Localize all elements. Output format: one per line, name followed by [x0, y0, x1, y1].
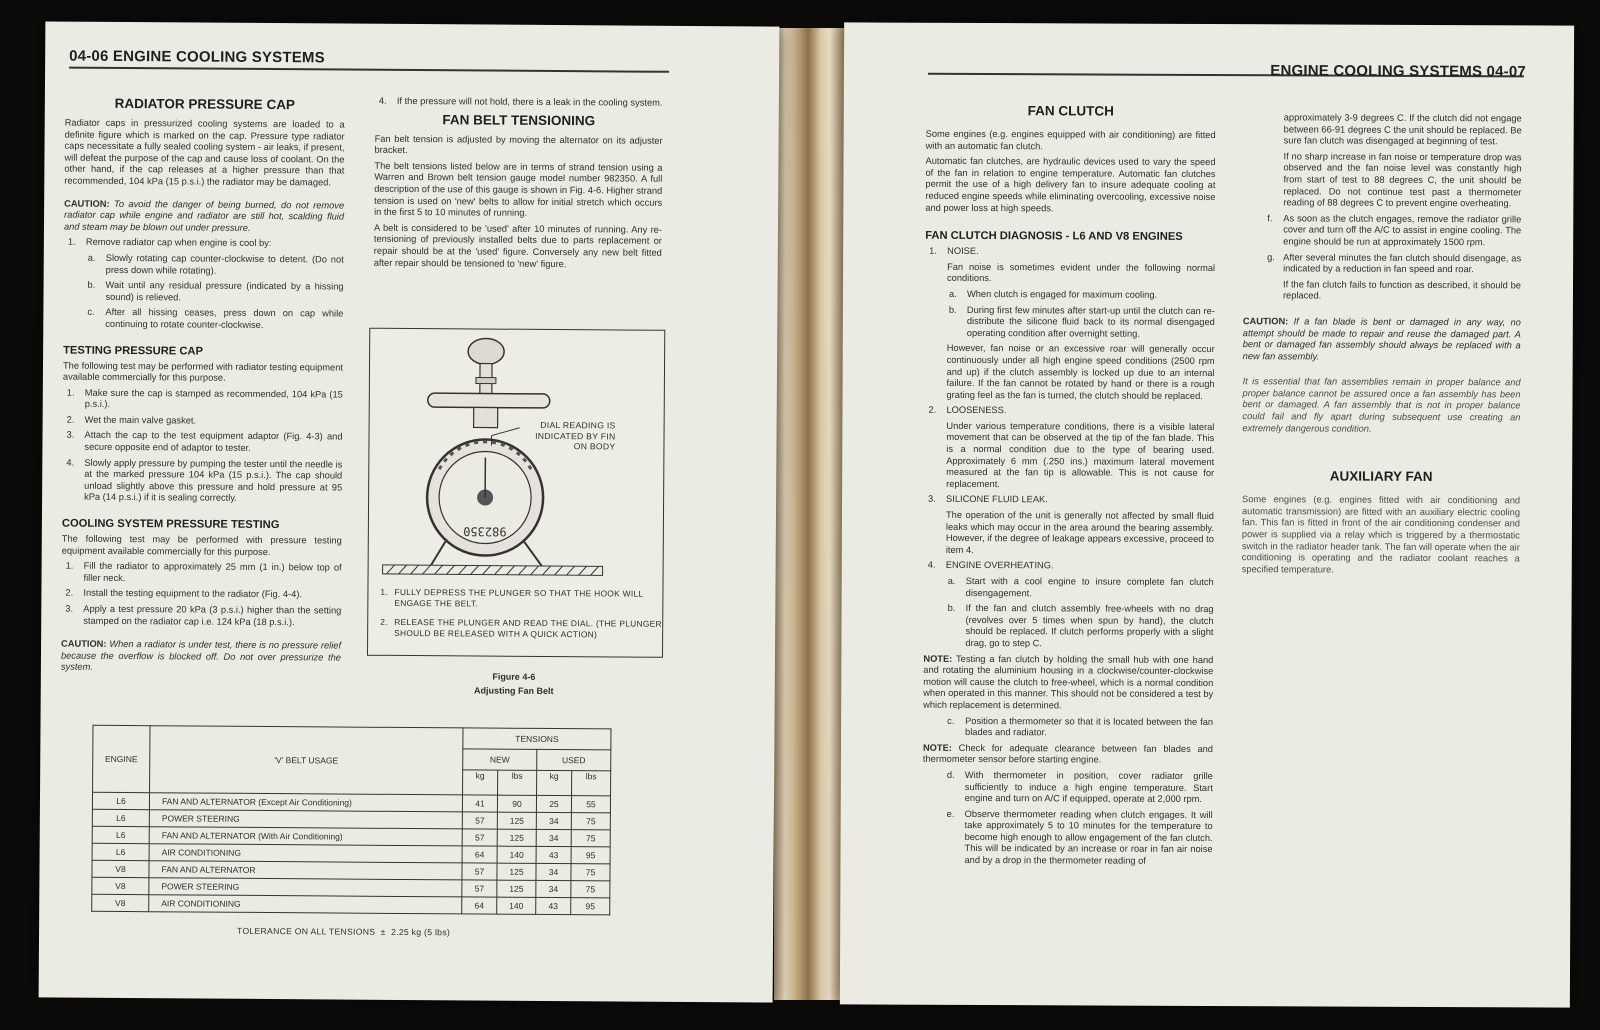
- list-number: 2.: [66, 414, 75, 425]
- list-number: a.: [948, 288, 957, 299]
- table-cell: 140: [497, 846, 536, 863]
- tolerance-label: TOLERANCE ON ALL TENSIONS: [237, 925, 376, 937]
- table-cell-engine: V8: [92, 894, 149, 911]
- list-item: [924, 405, 1214, 418]
- list-text: The operation of the unit is generally not affected by small fluid leaks which may occur in the area around the bearing assembly. However, if the degree of leakage appears excessive, proceed to item 4.: [945, 509, 1215, 555]
- table-header-usage: 'V' BELT USAGE: [150, 726, 463, 795]
- figure-number: Figure 4-6: [492, 671, 536, 682]
- note-testing-fan-clutch: [923, 653, 1213, 712]
- list-number: 1.: [380, 586, 389, 597]
- list-number: 4.: [66, 457, 75, 468]
- list-text: Remove radiator cap when engine is cool by:: [85, 237, 272, 249]
- list-text: NOISE.: [947, 246, 979, 257]
- page-header: ENGINE COOLING SYSTEMS 04-07: [1270, 62, 1526, 81]
- figure-step-2: [376, 617, 664, 640]
- list-text: After all hissing ceases, press down on cap while continuing to rotate counter-clockwise.: [105, 307, 344, 330]
- list-text: Position a thermometer so that it is located between the fan blades and radiator.: [965, 715, 1214, 738]
- caution-text: To avoid the danger of being burned, do not remove radiator cap while engine and radiator are still hot, scalding fluid and steam may be blown out under pressure.: [63, 198, 345, 233]
- table-cell-engine: V8: [92, 877, 149, 894]
- list-item: [63, 387, 343, 412]
- list-text: Apply a test pressure 20 kPa (3 p.s.i.) higher than the setting stamped on the radiator cap i.e. 124 kPa (18 p.s.i.).: [83, 603, 342, 627]
- balance-warning: It is essential that fan assemblies remain in proper balance and proper balance cannot be assured once a fan assembly has been bent or damaged. A fan assembly that is not in proper balance could fail and fly apart during subsequent use creating an extremely dangerous condition.: [1242, 376, 1521, 434]
- list-item: [63, 307, 343, 332]
- list-item: [923, 603, 1213, 651]
- table-cell: 140: [497, 897, 536, 914]
- list-text: RELEASE THE PLUNGER AND READ THE DIAL. (THE PLUNGER SHOULD BE RELEASED WITH A QUICK ACTION): [394, 616, 662, 639]
- table-cell-usage: AIR CONDITIONING: [149, 844, 462, 863]
- figure-step-1: [376, 587, 674, 610]
- table-cell: 75: [571, 830, 610, 847]
- cooling-test-intro: The following test may be performed with pressure testing equipment available commercially for this purpose.: [61, 533, 342, 557]
- list-number: 1.: [929, 245, 937, 256]
- book-spine-left: [774, 28, 810, 1000]
- list-item: [924, 343, 1214, 402]
- list-number: b.: [947, 603, 956, 614]
- table-header-new: NEW: [463, 749, 537, 771]
- table-cell: 25: [536, 795, 571, 812]
- tolerance-sign: ±: [380, 926, 386, 937]
- belt-tension-gauge-illustration: [369, 329, 665, 581]
- list-text: As soon as the clutch engages, remove the radiator grille cover and turn off the A/C to assist in engine cooling. The engine should be run at approximately 1500 rpm.: [1283, 213, 1522, 248]
- gauge-model-number: 982350: [463, 524, 507, 539]
- tolerance-value: 2.25 kg (5 lbs): [391, 926, 451, 938]
- right-column-2: [1242, 112, 1522, 577]
- figure-caption: [367, 669, 661, 699]
- caution-text: If a fan blade is bent or damaged in any way, no attempt should be made to repair and reuse the damaged part. A bent or damaged fan assembly should always be replaced with a new fan assembly.: [1242, 316, 1521, 362]
- header-rule: [69, 67, 669, 73]
- table-cell: 95: [571, 898, 610, 915]
- list-text: FULLY DEPRESS THE PLUNGER SO THAT THE HOOK WILL ENGAGE THE BELT.: [394, 586, 644, 608]
- table-cell-usage: POWER STEERING: [149, 810, 462, 829]
- caution-text: When a radiator is under test, there is no pressure relief because the overflow is blocked off. Do not over pressurize the system.: [60, 639, 342, 673]
- list-number: a.: [87, 252, 96, 263]
- list-number: 1.: [65, 560, 74, 571]
- list-item: [925, 246, 1215, 259]
- section-title-diagnosis: FAN CLUTCH DIAGNOSIS - L6 AND V8 ENGINES: [925, 229, 1183, 244]
- table-cell: 43: [536, 846, 571, 863]
- list-item: [923, 715, 1213, 739]
- list-number: 1.: [67, 236, 76, 248]
- left-page: [39, 21, 780, 1002]
- right-column-1: [922, 103, 1215, 868]
- list-item: [924, 494, 1214, 507]
- list-item: [1243, 252, 1521, 276]
- caution-label: CAUTION:: [1242, 316, 1289, 327]
- list-number: c.: [947, 715, 955, 726]
- list-text: Attach the cap to the test equipment adaptor (Fig. 4-3) and secure opposite end of adaptor to tester.: [84, 430, 343, 453]
- list-text: After several minutes the fan clutch should disengage, as indicated by a reduction in fan speed and roar.: [1283, 251, 1522, 275]
- list-item: [63, 280, 343, 305]
- table-cell: 125: [497, 863, 536, 880]
- list-text: However, fan noise or an excessive roar will generally occur continuously under all high engine speed conditions (2500 rpm and up) if the clutch assembly is locked up due to an internal failure. If the fan cannot be rotated by hand or there is a rough grating feel as the fan is turned, the clutch should be replaced.: [946, 343, 1215, 401]
- caution-label: CAUTION:: [64, 198, 110, 209]
- table-cell: 57: [462, 863, 497, 880]
- list-text: Start with a cool engine to insure complete fan clutch disengagement.: [965, 575, 1214, 598]
- note-label: NOTE:: [923, 653, 953, 664]
- table-cell-engine: L6: [92, 809, 149, 826]
- table-cell-engine: L6: [92, 843, 149, 860]
- list-item: [61, 561, 341, 586]
- section-title-fan-belt: FAN BELT TENSIONING: [442, 111, 596, 128]
- list-item: [64, 253, 344, 278]
- list-text: approximately 3-9 degrees C. If the clutch did not engage between 66-91 degrees C the unit should be replaced. Be sure fan clutch was disengaged at beginning of test.: [1283, 112, 1522, 147]
- list-text: ENGINE OVERHEATING.: [945, 560, 1054, 571]
- list-text: With thermometer in position, cover radiator grille sufficiently to induce a high engine temperature. Start engine and turn on A/C if equipped, operate at 2,000 rpm.: [964, 769, 1213, 805]
- section-title-fan-clutch: FAN CLUTCH: [1027, 103, 1114, 119]
- list-text: If the fan and clutch assembly free-wheels with no drag (revolves over 5 times when spun by hand), the clutch should be replaced. If clutch performs properly with a slight drag, go to step C.: [965, 603, 1214, 649]
- list-item: [62, 430, 342, 455]
- list-number: e.: [946, 808, 955, 819]
- table-cell: 75: [571, 881, 610, 898]
- list-item: [924, 576, 1214, 600]
- list-item: [925, 304, 1215, 340]
- caution-label: CAUTION:: [61, 638, 107, 650]
- list-number: d.: [946, 769, 955, 780]
- list-number: c.: [87, 307, 95, 318]
- table-unit: kg: [537, 770, 572, 795]
- left-column-2: [374, 96, 663, 271]
- list-item: [61, 604, 341, 629]
- list-text: Wait until any residual pressure (indicated by a hissing sound) is relieved.: [105, 280, 344, 303]
- list-item: [923, 770, 1213, 806]
- note-label: NOTE:: [922, 742, 952, 753]
- list-number: 2.: [928, 405, 937, 416]
- table-cell: 57: [462, 829, 497, 846]
- list-text: Slowly rotating cap counter-clockwise to detent. (Do not press down while rotating).: [105, 252, 344, 276]
- cooling-test-caution: [61, 639, 341, 676]
- list-text: Under various temperature conditions, there is a visible lateral movement that can be observed at the tip of the fan blade. This is a normal condition due to the type of bearing used. Approximately 6 mm (.250 ins.) maximum lateral movement measured at the fan tip is allowable. This is not cause for replacement.: [946, 420, 1215, 489]
- list-text: LOOSENESS.: [946, 405, 1007, 416]
- table-cell-usage: POWER STEERING: [149, 878, 462, 897]
- list-item: [63, 414, 343, 428]
- figure-title: Adjusting Fan Belt: [473, 685, 554, 697]
- table-cell: 125: [497, 812, 536, 829]
- table-header-used: USED: [537, 749, 611, 771]
- section-title-auxiliary-fan: AUXILIARY FAN: [1329, 468, 1433, 485]
- list-item: [375, 96, 663, 110]
- table-cell-usage: AIR CONDITIONING: [149, 895, 462, 914]
- list-text: If no sharp increase in fan noise or temperature drop was observed and the fan noise level was constantly high from start of test to 88 degrees C, the unit should be replaced. Do not continue test past a thermometer reading of 88 degrees C to prevent engine overheating.: [1283, 151, 1522, 209]
- list-number: 2.: [380, 616, 388, 627]
- table-cell: 64: [462, 897, 497, 914]
- table-cell: 57: [462, 812, 497, 829]
- table-cell: 125: [497, 829, 536, 846]
- belt-tension-table: [91, 725, 611, 916]
- radiator-cap-intro: Radiator caps in pressurized cooling systems are loaded to a definite figure which is marked on the cap. Pressure type radiator caps necessitate a fully sealed cooling system - air leaks, if present, will defeat the purpose of the cap and cause loss of coolant. On the other hand, if the cap releases at a higher pressure than that recommended, 104 kPa (15 p.s.i.) the radiator may be damaged.: [64, 117, 345, 188]
- table-cell: 34: [536, 863, 571, 880]
- list-text: Slowly apply pressure by pumping the tester until the needle is at the marked pressure 104 kPa (15 p.s.i.). The cap should unload slightly above this pressure and hold pressure at 95 kPa (14 p.s.i.) if it is sealing correctly.: [84, 457, 343, 504]
- list-number: b.: [948, 304, 957, 315]
- note-text: Check for adequate clearance between fan blades and thermometer sensor before starting engine.: [922, 742, 1214, 765]
- list-number: g.: [1267, 251, 1275, 262]
- list-text: If the fan clutch fails to function as described, it should be replaced.: [1282, 279, 1522, 301]
- list-text: Install the testing equipment to the radiator (Fig. 4-4).: [83, 588, 303, 600]
- table-cell: 41: [462, 795, 497, 812]
- fan-belt-p2: The belt tensions listed below are in terms of strand tension using a Warren and Brown belt tension gauge model number 982350. A full description of the use of this gauge is shown in Fig. 4-6. Higher strand tension is used on 'new' belts to allow for initial stretch which occurs in the first 5 to 10 minutes of running.: [374, 160, 663, 218]
- fan-blade-caution: [1243, 316, 1521, 364]
- list-item: [924, 421, 1214, 492]
- table-cell: 125: [497, 880, 536, 897]
- fan-belt-p3: A belt is considered to be 'used' after 10 minutes of running. Any re-tensioning of previously installed belts due to parts replacement or repair should be at the 'used' figure. Conversely any new belt fitted after repair should be tensioned to 'new' figure.: [373, 222, 663, 269]
- note-text: Testing a fan clutch by holding the small hub with one hand and rotating the aluminium housing in a clockwise/counter-clockwise motion will cause the clutch to free-wheel, which is a normal condition when operated in this manner. This should not be considered a test by which replacement is determined.: [923, 653, 1214, 711]
- list-number: 3.: [66, 430, 75, 441]
- fan-clutch-p1: Some engines (e.g. engines equipped with air conditioning) are fitted with an automatic fan clutch.: [925, 128, 1216, 151]
- list-text: During first few minutes after start-up until the clutch can re-distribute the silicone fluid back to its normal disengaged operating condition after overnight setting.: [966, 304, 1215, 339]
- table-cell: 64: [462, 846, 497, 863]
- table-cell-usage: FAN AND ALTERNATOR: [149, 861, 462, 880]
- list-item: [1243, 151, 1521, 210]
- table-cell: 57: [462, 880, 497, 897]
- list-number: 3.: [928, 494, 936, 505]
- table-cell: 90: [497, 795, 536, 812]
- page-header: 04-06 ENGINE COOLING SYSTEMS: [69, 47, 325, 67]
- list-number: 3.: [65, 603, 74, 614]
- list-number: a.: [947, 575, 956, 586]
- table-unit: lbs: [498, 770, 537, 795]
- list-text: Wet the main valve gasket.: [84, 414, 197, 426]
- tolerance-note: [237, 926, 450, 937]
- section-title-testing-cap: TESTING PRESSURE CAP: [63, 344, 204, 358]
- section-title-cooling-test: COOLING SYSTEM PRESSURE TESTING: [61, 517, 280, 532]
- table-cell-engine: L6: [92, 792, 149, 809]
- list-item: [924, 560, 1214, 573]
- testing-cap-intro: The following test may be performed with radiator testing equipment available commercially for this purpose.: [62, 360, 344, 383]
- list-item: [1243, 279, 1521, 303]
- right-page: [840, 22, 1574, 1007]
- auxiliary-fan-text: Some engines (e.g. engines fitted with air conditioning and automatic transmission) are fitted with an auxiliary electric cooling fan. This fan is fitted in front of the air conditioning condenser and power is supplied via a relay which is triggered by a thermostatic switch in the radiator header tank. The fan will operate when the air conditioning is operating and the radiator coolant reaches a specified temperature.: [1241, 494, 1521, 575]
- list-text: Observe thermometer reading when clutch engages. It will take approximately 5 to 10 minutes for the temperature to become high enough to allow engagement of the fan clutch. This will be indicated by an increase or roar in fan air noise and by a drop in the thermometer reading of: [964, 808, 1213, 866]
- fan-belt-p1: Fan belt tension is adjusted by moving the alternator on its adjuster bracket.: [374, 133, 663, 156]
- table-cell: 34: [536, 880, 571, 897]
- list-number: 4.: [378, 95, 387, 106]
- list-number: 2.: [65, 588, 74, 599]
- list-item: [61, 588, 341, 602]
- radiator-cap-caution: [64, 198, 344, 235]
- table-cell: 55: [571, 796, 610, 813]
- list-item: [922, 808, 1212, 867]
- table-cell: 43: [536, 897, 571, 914]
- fan-clutch-p2: Automatic fan clutches, are hydraulic devices used to vary the speed of the fan in relation to engine temperature. Automatic fan clutches permit the use of a high delivery fan to insure adequate cooling at reduced engine speeds while eliminating overcooling, excessive noise and power loss at high speeds.: [925, 155, 1216, 213]
- list-item: [925, 262, 1215, 286]
- figure-callout: DIAL READING IS INDICATED BY FIN ON BODY: [535, 419, 616, 452]
- figure-fan-belt-gauge: [367, 328, 665, 658]
- list-item: [64, 237, 344, 251]
- list-text: SILICONE FLUID LEAK.: [946, 494, 1048, 505]
- list-number: b.: [87, 279, 96, 290]
- list-item: [924, 510, 1214, 558]
- left-column-1: [61, 96, 345, 676]
- list-text: Fan noise is sometimes evident under the following normal conditions.: [947, 261, 1216, 284]
- list-text: If the pressure will not hold, there is a leak in the cooling system.: [396, 95, 663, 108]
- list-text: When clutch is engaged for maximum cooling.: [966, 288, 1158, 300]
- list-text: Make sure the cap is stamped as recommended, 104 kPa (15 p.s.i.).: [84, 387, 343, 410]
- list-item: [62, 457, 342, 505]
- table-cell-engine: L6: [92, 826, 149, 843]
- list-item: [925, 289, 1215, 302]
- list-item: [1244, 112, 1522, 148]
- table-cell-usage: FAN AND ALTERNATOR (With Air Conditioning): [149, 827, 462, 846]
- table-unit: kg: [463, 770, 498, 795]
- table-cell: 34: [536, 812, 571, 829]
- list-text: Fill the radiator to approximately 25 mm (1 in.) below top of filler neck.: [83, 560, 342, 583]
- table-unit: lbs: [572, 771, 611, 796]
- table-cell: 75: [571, 813, 610, 830]
- section-title-radiator-cap: RADIATOR PRESSURE CAP: [114, 95, 296, 113]
- book-spine-right: [808, 28, 844, 1000]
- table-cell-engine: V8: [92, 860, 149, 877]
- table-header-engine: ENGINE: [93, 725, 150, 792]
- list-number: f.: [1267, 213, 1273, 224]
- list-item: [1243, 213, 1521, 249]
- table-header-tensions: TENSIONS: [463, 728, 611, 750]
- list-number: 4.: [927, 560, 936, 571]
- table-cell: 95: [571, 847, 610, 864]
- table-cell: 34: [536, 829, 571, 846]
- table-cell: 75: [571, 864, 610, 881]
- table-row: [92, 894, 610, 915]
- note-clearance: [923, 742, 1213, 766]
- table-cell-usage: FAN AND ALTERNATOR (Except Air Conditioning): [149, 793, 462, 812]
- list-number: 1.: [66, 387, 75, 398]
